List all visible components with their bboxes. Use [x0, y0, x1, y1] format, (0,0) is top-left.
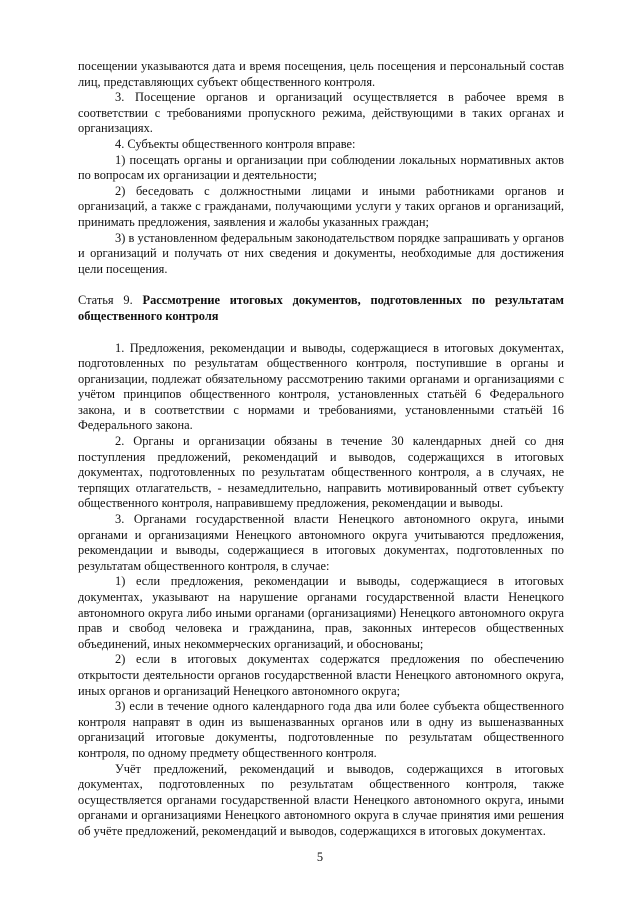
paragraph-article-1: 1. Предложения, рекомендации и выводы, содержащиеся в итоговых документах, подготовленных по результатам общественного контроля, поступившие в органы и организации, подлежат обязательному рассмотрению такими органами и организациями с учётом принципов общественного контроля, установленных статьёй 6 Федерального закона, и в соответствии с нормами и требованиями, установленными статьёй 16 Федерального закона. — [78, 340, 564, 433]
spacer — [78, 277, 564, 293]
article-label: Статья 9. — [78, 293, 133, 308]
paragraph-visit-time: 3. Посещение органов и организаций осуществляется в рабочее время в соответствии с требованиями пропускного режима, действующими в таких органах и организациях. — [78, 90, 564, 136]
paragraph-consideration: Учёт предложений, рекомендаций и выводов, содержащихся в итоговых документах, подготовленных по результатам общественного контроля, также осуществляется органами государственной власти Ненецкого автономного округа, иными органами и организациями Ненецкого автономного округа в случае принятия ими решения об учёте предложений, рекомендаций и выводов, содержащихся в итоговых документах. — [78, 761, 564, 838]
page-number: 5 — [316, 850, 324, 864]
article-title: Рассмотрение итоговых документов, подготовленных по результатам общественного контроля — [78, 293, 564, 323]
paragraph-case-1: 1) если предложения, рекомендации и выводы, содержащиеся в итоговых документах, указывают на нарушение органами государственной власти Ненецкого автономного округа либо иными органами (организациями) Ненецкого автономного округа прав и свобод человека и гражданина, прав, законных интересов общественных объединений, иных некоммерческих организаций, и обоснованы; — [78, 574, 564, 651]
paragraph-right-1: 1) посещать органы и организации при соблюдении локальных нормативных актов по вопросам их организации и деятельности; — [78, 152, 564, 183]
spacer — [78, 325, 564, 341]
paragraph-article-3: 3. Органами государственной власти Ненецкого автономного округа, иными органами и организациями Ненецкого автономного округа учитываются предложения, рекомендации и выводы, содержащиеся в итоговых документах, подготовленных по результатам общественного контроля, в случае: — [78, 512, 564, 573]
paragraph-article-2: 2. Органы и организации обязаны в течение 30 календарных дней со дня поступления предложений, рекомендаций и выводов, содержащихся в итоговых документах, подготовленных по результатам общественного контроля, а в случаях, не терпящих отлагательств, - незамедлительно, направить мотивированный ответ субъекту общественного контроля, направившему предложения, рекомендации и выводы. — [78, 434, 564, 511]
paragraph-right-2: 2) беседовать с должностными лицами и иными работниками органов и организаций, а также с гражданами, получающими услуги у таких органов и организаций, принимать предложения, заявления и жалобы указанных граждан; — [78, 183, 564, 229]
paragraph-case-3: 3) если в течение одного календарного года два или более субъекта общественного контроля направят в один из вышеназванных органов или в одну из вышеназванных организаций итоговые документы, подготовленные по результатам общественного контроля, по одному предмету общественного контроля. — [78, 699, 564, 760]
paragraph-rights-intro: 4. Субъекты общественного контроля вправе: — [115, 136, 356, 151]
paragraph-right-3: 3) в установленном федеральным законодательством порядке запрашивать у органов и организаций и получать от них сведения и документы, необходимые для достижения цели посещения. — [78, 230, 564, 276]
document-body — [78, 59, 564, 840]
article-heading — [78, 293, 564, 324]
paragraph-visit-record: посещении указываются дата и время посещения, цель посещения и персональный состав лиц, представляющих субъект общественного контроля. — [78, 59, 564, 89]
paragraph-case-2: 2) если в итоговых документах содержатся предложения по обеспечению открытости деятельности органов государственной власти Ненецкого автономного округа, иных органов и организаций Ненецкого автономного округа; — [78, 652, 564, 698]
